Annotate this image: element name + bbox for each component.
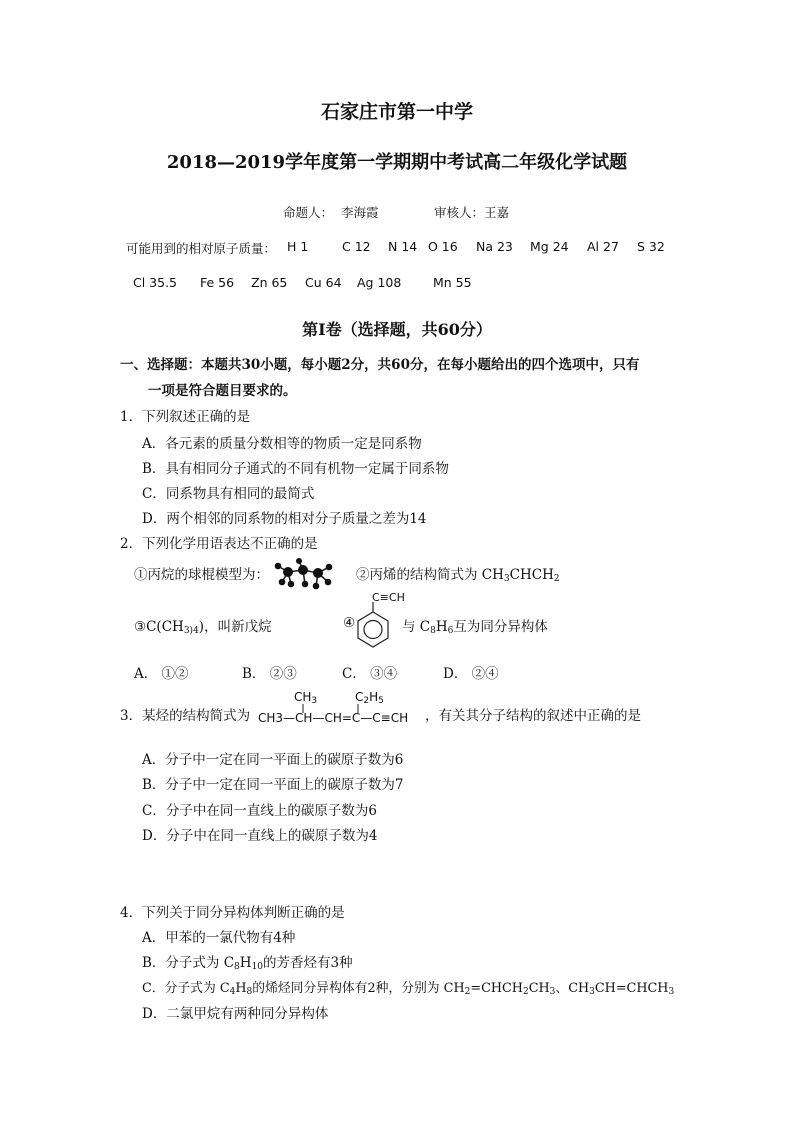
atomic-mass-c: C 12 (342, 239, 371, 254)
atomic-mass-cl: Cl 35.5 (133, 275, 178, 290)
atomic-mass-s: S 32 (637, 239, 665, 254)
q4-option-c-mid3: CH (528, 981, 550, 996)
atomic-mass-n: N 14 (388, 239, 418, 254)
q2-item2-mid: CHCH (509, 567, 554, 583)
q2-item3: $③C(CH_3)_4$)，叫新戊烷 (134, 619, 272, 636)
q4-option-b-suffix: 的芳香烃有3种 (263, 955, 353, 971)
instruction-line-1: 一、选择题：本题共30小题，每小题2分，共60分，在每小题给出的四个选项中，只有 (120, 357, 640, 373)
author-line (283, 203, 379, 221)
q2-item4-text: 与 $C_8H_6$互为同分异构体 (402, 619, 548, 636)
q3-ethyl-h: H (369, 690, 379, 704)
q3-stem-suffix: ，有关其分子结构的叙述中正确的是 (425, 708, 641, 724)
atomic-mass-zn: Zn 65 (251, 275, 288, 290)
atomic-mass-na: Na 23 (476, 239, 513, 254)
atomic-mass-h: H 1 (287, 239, 309, 254)
reviewer-label: 审核人： (434, 205, 485, 220)
q1-option-d: D．两个相邻的同系物的相对分子质量之差为14 (142, 511, 427, 527)
instruction-line-2: 一项是符合题目要求的。 (148, 383, 297, 399)
reviewer-line (434, 203, 509, 221)
q3-ethyl-c: C (355, 690, 364, 704)
q2-item4-suffix: 互为同分异构体 (453, 619, 548, 635)
q3-ethyl-branch: $C_2H_5$ (355, 690, 384, 706)
q4-option-c-mid4: 、CH (555, 981, 590, 996)
atomic-mass-fe: Fe 56 (200, 275, 235, 290)
q2-item4-h: H (435, 619, 448, 635)
q1-option-b: B．具有相同分子通式的不同有机物一定属于同系物 (142, 461, 449, 477)
q3-methyl-text: CH (294, 690, 312, 704)
school-name: 石家庄市第一中学 (320, 101, 473, 123)
q4-option-a: A．甲苯的一氯代物有4种 (142, 930, 296, 946)
q3-option-a: A．分子中一定在同一平面上的碳原子数为6 (142, 752, 404, 768)
q2-option-d: D． ②④ (443, 666, 499, 682)
q4-option-c-mid: 的烯烃同分异构体有2种，分别为 CH (252, 981, 465, 996)
q2-stem: 2．下列化学用语表达不正确的是 (120, 536, 318, 552)
reviewer-name: 王嘉 (484, 205, 510, 220)
q4-option-c-prefix: C．分子式为 C (142, 981, 230, 996)
q1-option-a: A．各元素的质量分数相等的物质一定是同系物 (142, 436, 422, 452)
q2-item2-prefix: ②丙烯的结构简式为 CH (356, 567, 504, 583)
q3-methyl-branch: $CH_3$ (294, 690, 318, 706)
q3-option-c: C．分子中在同一直线上的碳原子数为6 (142, 803, 377, 819)
q1-stem: 1．下列叙述正确的是 (120, 409, 251, 425)
q2-option-a: A． ①② (134, 666, 189, 682)
q2-item4-label: ④ (343, 615, 356, 631)
author-label: 命题人： (283, 205, 334, 220)
atomic-mass-mg: Mg 24 (530, 239, 569, 254)
q1-option-c: C．同系物具有相同的最简式 (142, 486, 315, 502)
q2-option-b: B． ②③ (242, 666, 297, 682)
section-title: 第Ⅰ卷（选择题，共60分） (302, 320, 492, 339)
q3-stem-prefix: 3．某烃的结构简式为 (120, 708, 251, 724)
propane-ball-stick-model-icon (272, 558, 336, 590)
q4-option-c-h: H (235, 981, 247, 996)
atomic-mass-cu: Cu 64 (305, 275, 342, 290)
exam-title: 2018—2019学年度第一学期期中考试高二年级化学试题 (166, 152, 628, 173)
q4-option-c: C．分子式为 $C_4H_8$的烯烃同分异构体有2种，分别为 $CH_2=CHCH_2CH_3$、$CH_3CH=CHCH_3$ (142, 981, 675, 997)
q2-item1: ①丙烷的球棍模型为： (134, 567, 269, 583)
atomic-mass-label: 可能用到的相对原子质量： (126, 241, 277, 256)
q2-item3-suffix: )，叫新戊烷 (198, 619, 272, 635)
q2-item3-prefix: ③C(CH (134, 619, 184, 635)
q4-stem: 4．下列关于同分异构体判断正确的是 (120, 905, 345, 921)
q4-option-b: B．分子式为 $C_8H_{10}$的芳香烃有3种 (142, 955, 353, 972)
q2-item4-prefix: 与 C (402, 619, 431, 635)
author-name: 李海霞 (341, 205, 379, 220)
q4-option-b-h: H (239, 955, 252, 971)
q2-item4-ethynyl-label: C≡CH (372, 591, 405, 604)
atomic-mass-al: Al 27 (587, 239, 619, 254)
q3-main-chain: CH3—CH—CH=C—C≡CH (258, 711, 409, 725)
atomic-mass-o: O 16 (428, 239, 458, 254)
atomic-mass-mn: Mn 55 (433, 275, 472, 290)
q4-option-c-mid5: CH=CHCH (594, 981, 669, 996)
q3-option-b: B．分子中一定在同一平面上的碳原子数为7 (142, 777, 404, 793)
q4-option-c-mid2: =CHCH (470, 981, 523, 996)
q2-item2: ②丙烯的结构简式为 $CH_3CHCH_2$ (356, 567, 560, 584)
q4-option-d: D．二氯甲烷有两种同分异构体 (142, 1006, 329, 1022)
phenylacetylene-benzene-ring-icon (353, 602, 393, 650)
q2-option-c: C． ③④ (342, 666, 398, 682)
q3-option-d: D．分子中在同一直线上的碳原子数为4 (142, 828, 378, 844)
atomic-mass-ag: Ag 108 (357, 275, 402, 290)
q4-option-b-prefix: B．分子式为 C (142, 955, 235, 971)
